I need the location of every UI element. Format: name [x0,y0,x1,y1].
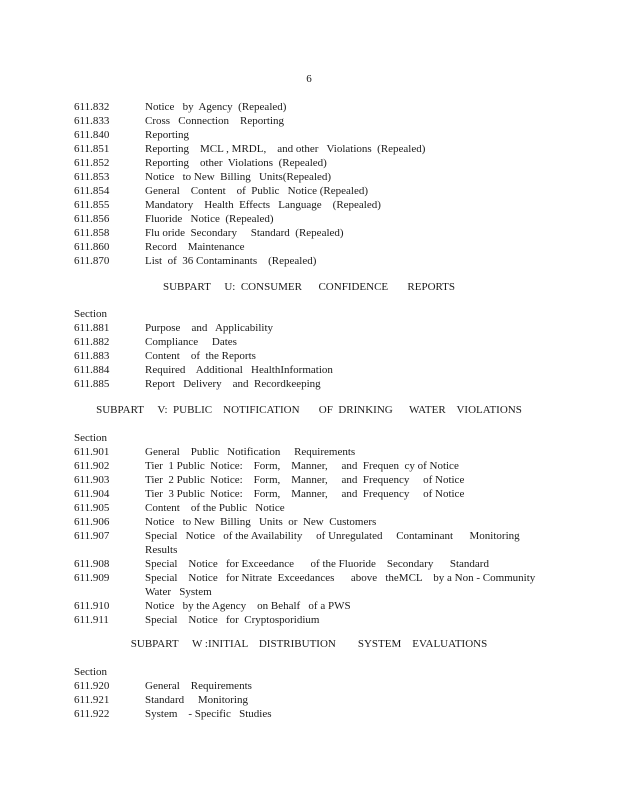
section-number: 611.902 [74,460,110,472]
section-number: 611.853 [74,171,110,183]
toc-row [74,142,554,156]
section-title: Record Maintenance [145,241,245,253]
section-number: 611.840 [74,129,110,141]
section-label: Section [74,308,107,320]
section-title: Required Additional HealthInformation [145,364,333,376]
section-number: 611.905 [74,502,110,514]
page-number: 6 [306,73,312,85]
toc-row [74,254,554,268]
section-title: General Requirements [145,680,252,692]
toc-row [74,363,554,377]
section-title: Cross Connection Reporting [145,115,285,127]
section-label: Section [74,432,107,444]
section-title: Tier 3 Public Notice: Form, Manner, and Frequency of Notice [145,488,465,500]
toc-row [74,128,554,142]
toc-row [74,679,554,693]
toc-row [74,459,554,473]
toc-list-subpart-v [74,431,554,627]
section-title: Notice by the Agency on Behalf of a PWS [145,600,351,612]
section-title: Report Delivery and Recordkeeping [145,378,321,390]
toc-row [74,487,554,501]
section-title: Notice to New Billing Units(Repealed) [145,171,332,183]
toc-row [74,557,554,571]
toc-row [74,170,554,184]
section-number: 611.909 [74,572,110,584]
section-number: 611.851 [74,143,110,155]
section-title: Reporting [145,129,189,141]
section-title: Content of the Public Notice [145,502,285,514]
section-title: Mandatory Health Effects Language (Repealed) [145,199,381,211]
section-title: System - Specific Studies [145,708,272,720]
section-number: 611.901 [74,446,110,458]
section-number: 611.852 [74,157,110,169]
section-title: Special Notice of the Availability of Unregulated Contaminant Monitoring Results [145,530,520,556]
section-number: 611.860 [74,241,110,253]
toc-row [74,240,554,254]
toc-row [74,707,554,721]
section-number: 611.906 [74,516,110,528]
section-number: 611.833 [74,115,110,127]
section-title: Reporting MCL , MRDL, and other Violations (Repealed) [145,143,426,155]
section-title: Content of the Reports [145,350,256,362]
section-title: Special Notice for Exceedance of the Fluoride Secondary Standard [145,558,489,570]
toc-list-subpart-w [74,665,554,721]
section-title: General Content of Public Notice (Repealed) [145,185,368,197]
toc-row [74,212,554,226]
section-number: 611.903 [74,474,110,486]
section-number: 611.885 [74,378,110,390]
toc-row [74,184,554,198]
toc-list-subpart-t [74,100,554,268]
toc-row [74,613,554,627]
section-label: Section [74,666,107,678]
section-title: Special Notice for Cryptosporidium [145,614,320,626]
section-number: 611.870 [74,255,110,267]
section-number: 611.856 [74,213,110,225]
section-title: General Public Notification Requirements [145,446,356,458]
toc-row [74,321,554,335]
section-title: Flu oride Secondary Standard (Repealed) [145,227,344,239]
toc-row [74,226,554,240]
toc-row [74,473,554,487]
toc-row [74,335,554,349]
section-number: 611.904 [74,488,110,500]
section-title: Notice by Agency (Repealed) [145,101,287,113]
toc-row [74,571,554,599]
section-number: 611.832 [74,101,110,113]
section-title: Reporting other Violations (Repealed) [145,157,327,169]
section-title: Tier 1 Public Notice: Form, Manner, and Frequen cy of Notice [145,460,459,472]
section-number: 611.911 [74,614,109,626]
section-title: Compliance Dates [145,336,237,348]
section-title: Fluoride Notice (Repealed) [145,213,274,225]
toc-row [74,693,554,707]
section-number: 611.883 [74,350,110,362]
section-number: 611.884 [74,364,110,376]
section-number: 611.920 [74,680,110,692]
section-number: 611.907 [74,530,110,542]
toc-row [74,100,554,114]
toc-row [74,156,554,170]
toc-row [74,349,554,363]
toc-row [74,529,554,557]
toc-row [74,501,554,515]
section-title: Special Notice for Nitrate Exceedances above theMCL by a Non - Community Water System [145,572,536,598]
section-number: 611.910 [74,600,110,612]
section-number: 611.882 [74,336,110,348]
toc-row [74,515,554,529]
toc-row [74,377,554,391]
toc-row [74,445,554,459]
subpart-v-heading: SUBPART V: PUBLIC NOTIFICATION OF DRINKING WATER VIOLATIONS [96,404,522,416]
section-title: Tier 2 Public Notice: Form, Manner, and Frequency of Notice [145,474,465,486]
section-title: Purpose and Applicability [145,322,274,334]
section-title: List of 36 Contaminants (Repealed) [145,255,317,267]
section-title: Standard Monitoring [145,694,248,706]
toc-row [74,114,554,128]
section-number: 611.854 [74,185,110,197]
section-number: 611.858 [74,227,110,239]
section-number: 611.921 [74,694,110,706]
toc-row [74,198,554,212]
toc-list-subpart-u [74,307,554,391]
section-number: 611.881 [74,322,110,334]
section-number: 611.855 [74,199,110,211]
section-title: Notice to New Billing Units or New Customers [145,516,377,528]
subpart-u-heading: SUBPART U: CONSUMER CONFIDENCE REPORTS [162,281,456,293]
subpart-w-heading: SUBPART W :INITIAL DISTRIBUTION SYSTEM EVALUATIONS [130,638,488,650]
toc-row [74,599,554,613]
section-number: 611.922 [74,708,110,720]
section-number: 611.908 [74,558,110,570]
